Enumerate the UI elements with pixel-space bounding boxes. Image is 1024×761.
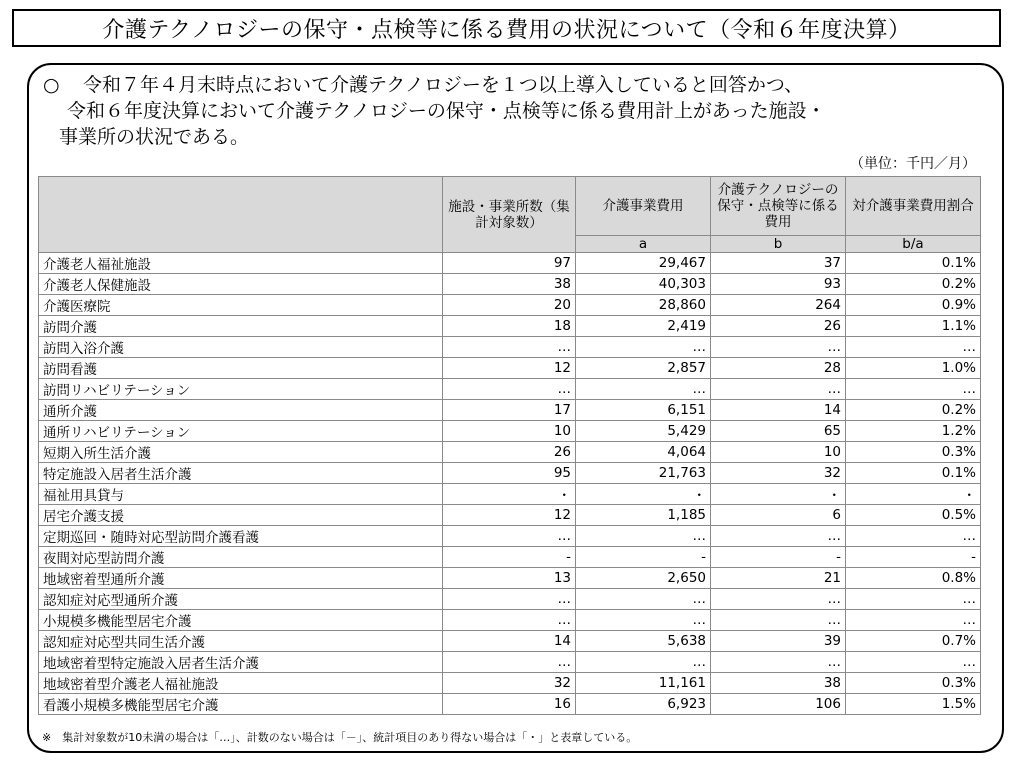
footnote: ※ 集計対象数が10未満の場合は「…」、計数のない場合は「－」、統計項目のあり得ない場合は「・」と表章している。 bbox=[42, 731, 638, 744]
row-name: 介護老人保健施設 bbox=[39, 274, 443, 295]
header-ratio: 対介護事業費用割合 bbox=[846, 177, 981, 236]
row-name: 短期入所生活介護 bbox=[39, 442, 443, 463]
row-name: 介護医療院 bbox=[39, 295, 443, 316]
table-row bbox=[39, 694, 981, 715]
cell-ratio: … bbox=[846, 610, 981, 631]
cell-ratio: … bbox=[846, 526, 981, 547]
row-name: 認知症対応型通所介護 bbox=[39, 589, 443, 610]
cell-care-cost: 5,638 bbox=[576, 631, 711, 652]
cell-facility-count: - bbox=[443, 547, 576, 568]
row-name: 看護小規模多機能型居宅介護 bbox=[39, 694, 443, 715]
table-row bbox=[39, 505, 981, 526]
cell-ratio: 0.1% bbox=[846, 253, 981, 274]
table-row bbox=[39, 610, 981, 631]
lead-line-3: 事業所の状況である。 bbox=[59, 126, 250, 148]
bullet-circle-icon: ○ bbox=[43, 74, 60, 96]
row-name: 小規模多機能型居宅介護 bbox=[39, 610, 443, 631]
table-row bbox=[39, 652, 981, 673]
cell-facility-count: 95 bbox=[443, 463, 576, 484]
cell-ratio: 0.3% bbox=[846, 673, 981, 694]
cell-tech-cost: 21 bbox=[711, 568, 846, 589]
table-header-row bbox=[39, 177, 981, 236]
cell-facility-count: … bbox=[443, 379, 576, 400]
cell-ratio: 1.1% bbox=[846, 316, 981, 337]
row-name: 地域密着型特定施設入居者生活介護 bbox=[39, 652, 443, 673]
cell-facility-count: … bbox=[443, 337, 576, 358]
row-name: 介護老人福祉施設 bbox=[39, 253, 443, 274]
table-row bbox=[39, 316, 981, 337]
cell-facility-count: 14 bbox=[443, 631, 576, 652]
row-name: 特定施設入居者生活介護 bbox=[39, 463, 443, 484]
cell-care-cost: … bbox=[576, 610, 711, 631]
table-row bbox=[39, 295, 981, 316]
cell-facility-count: 17 bbox=[443, 400, 576, 421]
cell-care-cost: … bbox=[576, 652, 711, 673]
table-row bbox=[39, 547, 981, 568]
cell-care-cost: 6,923 bbox=[576, 694, 711, 715]
cell-facility-count: … bbox=[443, 589, 576, 610]
subheader-a: a bbox=[576, 236, 711, 253]
cell-care-cost: 6,151 bbox=[576, 400, 711, 421]
page-title bbox=[12, 9, 1001, 47]
table-row bbox=[39, 379, 981, 400]
row-name: 通所リハビリテーション bbox=[39, 421, 443, 442]
cell-ratio: 0.7% bbox=[846, 631, 981, 652]
row-name: 定期巡回・随時対応型訪問介護看護 bbox=[39, 526, 443, 547]
row-name: 地域密着型介護老人福祉施設 bbox=[39, 673, 443, 694]
cell-tech-cost: - bbox=[711, 547, 846, 568]
cell-ratio: 0.9% bbox=[846, 295, 981, 316]
row-name: 居宅介護支援 bbox=[39, 505, 443, 526]
cell-tech-cost: … bbox=[711, 610, 846, 631]
cell-ratio: … bbox=[846, 337, 981, 358]
cell-care-cost: 5,429 bbox=[576, 421, 711, 442]
cell-facility-count: 38 bbox=[443, 274, 576, 295]
table-row bbox=[39, 484, 981, 505]
table-row bbox=[39, 589, 981, 610]
cell-ratio: 0.2% bbox=[846, 400, 981, 421]
cell-care-cost: 29,467 bbox=[576, 253, 711, 274]
row-name: 訪問入浴介護 bbox=[39, 337, 443, 358]
cell-facility-count: 18 bbox=[443, 316, 576, 337]
row-name: 訪問介護 bbox=[39, 316, 443, 337]
cell-facility-count: 12 bbox=[443, 358, 576, 379]
cell-care-cost: … bbox=[576, 589, 711, 610]
header-cost: 介護事業費用 bbox=[576, 177, 711, 236]
cell-care-cost: … bbox=[576, 526, 711, 547]
header-tech-cost: 介護テクノロジーの保守・点検等に係る費用 bbox=[711, 177, 846, 236]
cell-care-cost: … bbox=[576, 379, 711, 400]
subheader-ratio: b/a bbox=[846, 236, 981, 253]
cell-ratio: 1.0% bbox=[846, 358, 981, 379]
cell-care-cost: 40,303 bbox=[576, 274, 711, 295]
cell-facility-count: … bbox=[443, 526, 576, 547]
table-row bbox=[39, 421, 981, 442]
cell-ratio: 0.3% bbox=[846, 442, 981, 463]
cell-tech-cost: 32 bbox=[711, 463, 846, 484]
table-row bbox=[39, 463, 981, 484]
cell-tech-cost: 28 bbox=[711, 358, 846, 379]
cell-tech-cost: 6 bbox=[711, 505, 846, 526]
row-name: 夜間対応型訪問介護 bbox=[39, 547, 443, 568]
cell-care-cost: … bbox=[576, 337, 711, 358]
cell-tech-cost: 93 bbox=[711, 274, 846, 295]
lead-line-1: ○ 令和７年４月末時点において介護テクノロジーを１つ以上導入していると回答かつ、 bbox=[43, 74, 804, 96]
table-row bbox=[39, 631, 981, 652]
cell-ratio: - bbox=[846, 547, 981, 568]
table-row bbox=[39, 274, 981, 295]
cell-tech-cost: … bbox=[711, 526, 846, 547]
cell-ratio: 1.2% bbox=[846, 421, 981, 442]
cell-facility-count: 12 bbox=[443, 505, 576, 526]
cell-care-cost: 2,650 bbox=[576, 568, 711, 589]
table-row bbox=[39, 568, 981, 589]
row-name: 地域密着型通所介護 bbox=[39, 568, 443, 589]
header-facilities: 施設・事業所数（集計対象数） bbox=[443, 177, 576, 253]
cell-facility-count: … bbox=[443, 652, 576, 673]
cell-ratio: 0.1% bbox=[846, 463, 981, 484]
cell-tech-cost: 26 bbox=[711, 316, 846, 337]
cell-ratio: … bbox=[846, 652, 981, 673]
cell-ratio: 0.5% bbox=[846, 505, 981, 526]
cell-tech-cost: … bbox=[711, 379, 846, 400]
cell-facility-count: 97 bbox=[443, 253, 576, 274]
lead-line-2: 令和６年度決算において介護テクノロジーの保守・点検等に係る費用計上があった施設・ bbox=[67, 100, 826, 122]
cell-care-cost: 1,185 bbox=[576, 505, 711, 526]
cell-ratio: 0.2% bbox=[846, 274, 981, 295]
cell-facility-count: … bbox=[443, 610, 576, 631]
cell-ratio: … bbox=[846, 379, 981, 400]
cell-tech-cost: 14 bbox=[711, 400, 846, 421]
row-name: 通所介護 bbox=[39, 400, 443, 421]
table-row bbox=[39, 526, 981, 547]
cell-care-cost: ・ bbox=[576, 484, 711, 505]
cell-tech-cost: 38 bbox=[711, 673, 846, 694]
cell-care-cost: 21,763 bbox=[576, 463, 711, 484]
table-row bbox=[39, 358, 981, 379]
cell-facility-count: 26 bbox=[443, 442, 576, 463]
cell-ratio: ・ bbox=[846, 484, 981, 505]
cell-ratio: 1.5% bbox=[846, 694, 981, 715]
cost-table bbox=[38, 176, 981, 715]
cell-tech-cost: … bbox=[711, 652, 846, 673]
row-name: 訪問看護 bbox=[39, 358, 443, 379]
cell-facility-count: 13 bbox=[443, 568, 576, 589]
table-row bbox=[39, 253, 981, 274]
row-name: 認知症対応型共同生活介護 bbox=[39, 631, 443, 652]
cell-facility-count: ・ bbox=[443, 484, 576, 505]
cell-care-cost: 11,161 bbox=[576, 673, 711, 694]
cell-tech-cost: … bbox=[711, 589, 846, 610]
cell-tech-cost: 10 bbox=[711, 442, 846, 463]
cell-tech-cost: 65 bbox=[711, 421, 846, 442]
cell-facility-count: 32 bbox=[443, 673, 576, 694]
header-blank bbox=[39, 177, 443, 253]
cell-care-cost: 28,860 bbox=[576, 295, 711, 316]
cell-facility-count: 16 bbox=[443, 694, 576, 715]
cell-care-cost: 2,857 bbox=[576, 358, 711, 379]
cell-tech-cost: 264 bbox=[711, 295, 846, 316]
cell-ratio: … bbox=[846, 589, 981, 610]
cell-tech-cost: 37 bbox=[711, 253, 846, 274]
unit-label: （単位：千円／月） bbox=[850, 156, 976, 172]
lead-text bbox=[43, 72, 993, 150]
table-row bbox=[39, 673, 981, 694]
cell-care-cost: 2,419 bbox=[576, 316, 711, 337]
cell-tech-cost: 106 bbox=[711, 694, 846, 715]
cell-tech-cost: … bbox=[711, 337, 846, 358]
cell-ratio: 0.8% bbox=[846, 568, 981, 589]
cell-tech-cost: 39 bbox=[711, 631, 846, 652]
table-row bbox=[39, 400, 981, 421]
cell-care-cost: 4,064 bbox=[576, 442, 711, 463]
row-name: 訪問リハビリテーション bbox=[39, 379, 443, 400]
row-name: 福祉用具貸与 bbox=[39, 484, 443, 505]
cell-facility-count: 10 bbox=[443, 421, 576, 442]
page-title-text: 介護テクノロジーの保守・点検等に係る費用の状況について（令和６年度決算） bbox=[102, 17, 911, 43]
subheader-b: b bbox=[711, 236, 846, 253]
table-row bbox=[39, 442, 981, 463]
cell-care-cost: - bbox=[576, 547, 711, 568]
cell-tech-cost: ・ bbox=[711, 484, 846, 505]
cell-facility-count: 20 bbox=[443, 295, 576, 316]
table-row bbox=[39, 337, 981, 358]
